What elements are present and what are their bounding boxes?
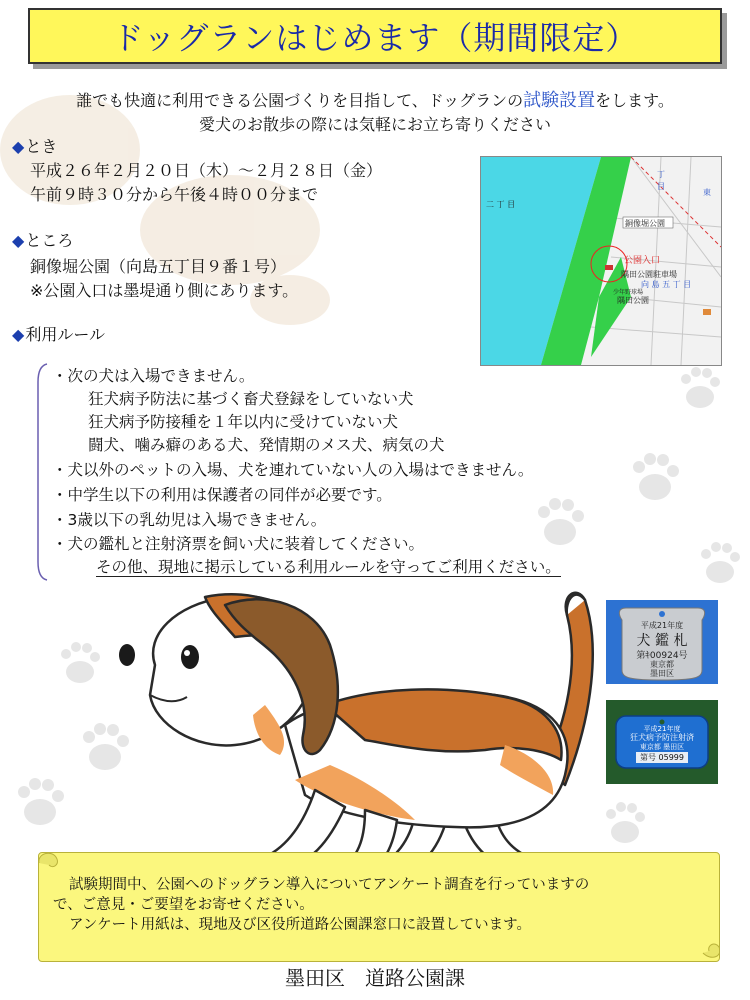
rule-item: 狂犬病予防接種を１年以内に受けていない犬 [88, 413, 399, 431]
location-map [480, 156, 722, 366]
rabies-tag-photo [606, 700, 718, 784]
dog-license-tag-photo [606, 600, 718, 684]
rule-item: ・3歳以下の乳幼児は入場できません。 [52, 511, 327, 529]
dog-nose [119, 644, 135, 666]
when-heading-label: とき [25, 137, 58, 156]
map-drawing [481, 157, 721, 365]
diamond-icon: ◆ [12, 137, 25, 156]
intro-line-1 [0, 86, 750, 112]
map-label-field: 少年野球場 [613, 289, 644, 296]
rule-item: ・中学生以下の利用は保護者の同伴が必要です。 [52, 486, 392, 504]
map-label-area: 向 島 五 丁 目 [641, 280, 692, 289]
rule-item: ・犬の鑑札と注射済票を飼い犬に装着してください。 [52, 535, 425, 553]
diamond-icon: ◆ [12, 231, 25, 250]
when-date: 平成２６年２月２０日（木）～２月２８日（金） [30, 161, 383, 180]
tag1-city1: 東京都 [650, 660, 674, 669]
map-label-park: 銅像堀公園 [625, 219, 665, 228]
diamond-icon: ◆ [12, 325, 25, 344]
notice-line-2: で、ご意見・ご要望をお寄せください。 [53, 897, 314, 913]
map-label-chome: 丁 目 [657, 170, 665, 191]
map-label-entrance: 公園入口 [624, 256, 661, 266]
tag2-year: 平成21年度 [643, 725, 681, 733]
where-heading-label: ところ [25, 231, 74, 250]
rules-heading [12, 322, 105, 345]
map-label-parking: 隅田公園駐車場 [621, 270, 677, 279]
tag1-name: 犬 鑑 札 [636, 633, 688, 649]
notice-line-1: 試験期間中、公園へのドッグラン導入についてアンケート調査を行っていますの [69, 877, 590, 893]
map-label-sumida: 隅田公園 [617, 296, 649, 305]
where-note: ※公園入口は墨堤通り側にあります。 [30, 281, 299, 300]
tag1-year: 平成21年度 [640, 621, 684, 630]
when-time: 午前９時３０分から午後４時００分まで [30, 185, 319, 204]
map-label-east: 東 [703, 188, 711, 197]
paw-print-icon [633, 453, 679, 500]
tag2-number: 第号 05999 [636, 752, 688, 763]
page-title: ドッグランはじめます（期間限定） [111, 19, 639, 57]
rule-item: ・次の犬は入場できません。 [52, 367, 255, 385]
map-label-niten: 二 丁 目 [486, 200, 516, 209]
tag2-city: 東京都 墨田区 [639, 743, 685, 751]
tag1-city2: 墨田区 [650, 669, 674, 678]
rule-item-other-text: その他、現地に掲示している利用ルールを守ってご利用ください。 [96, 558, 561, 576]
survey-notice [38, 852, 720, 962]
dog-eye [181, 645, 199, 669]
rules-heading-label: 利用ルール [25, 325, 105, 344]
rule-item: ・犬以外のペットの入場、犬を連れていない人の入場はできません。 [52, 461, 534, 479]
paw-print-icon [18, 778, 64, 825]
where-heading [12, 228, 73, 251]
beagle-illustration [115, 575, 615, 875]
paw-print-icon [681, 367, 720, 408]
intro-line-2: 愛犬のお散歩の際には気軽にお立ち寄りください [198, 115, 551, 134]
intro-highlight: 試験設置 [523, 90, 596, 111]
paw-print-icon [538, 498, 584, 545]
intro-text: 誰でも快適に利用できる公園づくりを目指して、ドッグランの [76, 91, 524, 110]
paw-print-icon [701, 542, 740, 583]
title-banner [28, 8, 722, 64]
rule-item-other [96, 555, 561, 577]
notice-line-3: アンケート用紙は、現地及び区役所道路公園課窓口に設置しています。 [69, 917, 531, 933]
rules-bracket [36, 362, 48, 582]
tag2-name: 狂犬病予防注射済 [630, 733, 694, 742]
where-place: 銅像堀公園（向島五丁目９番１号） [30, 257, 287, 276]
tag1-number: 第ｷ00924号 [636, 651, 688, 661]
footer-department: 墨田区 道路公園課 [285, 966, 465, 990]
intro-text-end: をします。 [595, 91, 674, 110]
rule-item: 狂犬病予防法に基づく畜犬登録をしていない犬 [88, 390, 414, 408]
rule-item: 闘犬、噛み癖のある犬、発情期のメス犬、病気の犬 [88, 436, 445, 454]
paw-print-icon [61, 642, 100, 683]
when-heading [12, 134, 57, 157]
